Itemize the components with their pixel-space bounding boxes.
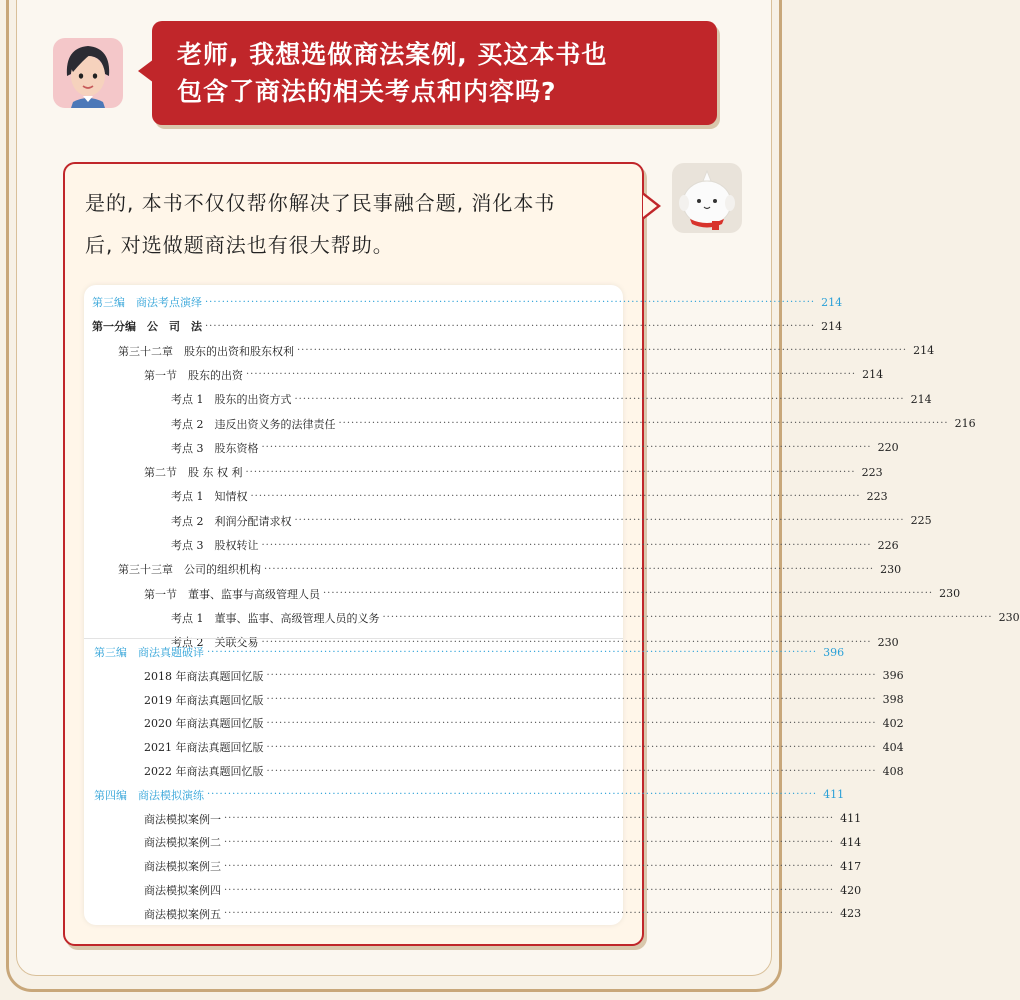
answer-text [85, 182, 630, 266]
toc-entry [171, 536, 899, 554]
toc-leader-dots [267, 766, 877, 777]
toc-entry [144, 810, 862, 828]
toc-entry-title: 考点 3 股权转让 [171, 539, 259, 552]
toc-entry-page: 214 [821, 295, 843, 309]
toc-leader-dots [262, 540, 872, 551]
toc-entry-title: 2020 年商法真题回忆版 [144, 717, 264, 731]
toc-leader-dots [224, 837, 834, 848]
toc-entry-page: 225 [910, 514, 932, 528]
toc-entry-page: 420 [840, 883, 862, 897]
toc-entry-title: 考点 2 违反出资义务的法律责任 [171, 417, 336, 431]
toc-entry [144, 714, 904, 732]
toc-entry-page: 214 [821, 319, 843, 333]
toc-leader-dots [246, 369, 856, 380]
toc-leader-dots [205, 297, 815, 308]
toc-entry-page: 398 [882, 693, 904, 707]
toc-entry [144, 833, 862, 851]
toc-leader-dots [207, 647, 817, 658]
toc-entry-page: 230 [998, 611, 1020, 625]
toc-entry [171, 415, 976, 433]
answer-line-1: 是的, 本书不仅仅帮你解决了民事融合题, 消化本书 [85, 191, 556, 215]
toc-leader-dots [224, 908, 834, 919]
toc-entry-title: 第一分编 公 司 法 [92, 320, 202, 334]
toc-leader-dots [246, 467, 856, 478]
mascot-avatar [672, 163, 742, 233]
toc-entry-page: 404 [882, 740, 904, 754]
toc-entry-page: 230 [877, 635, 899, 649]
toc-entry-title: 第三十三章 公司的组织机构 [118, 563, 261, 577]
answer-line-2: 后, 对选做题商法也有很大帮助。 [85, 233, 394, 257]
question-line-2: 包含了商法的相关考点和内容吗? [177, 77, 557, 106]
toc-leader-dots [295, 394, 905, 405]
toc-section-commercial-law-points [84, 285, 1020, 650]
toc-entry [144, 738, 904, 756]
toc-entry-title: 第四编 商法模拟演练 [94, 788, 204, 802]
toc-entry [144, 366, 884, 384]
toc-entry-page: 230 [939, 587, 961, 601]
toc-entry-title: 2019 年商法真题回忆版 [144, 693, 264, 707]
toc-entry-title: 2022 年商法真题回忆版 [144, 765, 264, 778]
toc-entry-page: 230 [880, 562, 902, 576]
toc-entry [171, 609, 1020, 627]
toc-entry [171, 487, 888, 505]
toc-entry-title: 商法模拟案例二 [144, 836, 221, 850]
toc-entry-page: 411 [823, 788, 845, 802]
toc-leader-dots [264, 564, 874, 575]
toc-entry-page: 216 [954, 417, 976, 430]
toc-entry [92, 293, 843, 311]
toc-entry [144, 463, 883, 481]
toc-entry-title: 2021 年商法真题回忆版 [144, 741, 264, 755]
toc-leader-dots [383, 612, 993, 623]
toc-leader-dots [224, 813, 834, 824]
toc-entry-page: 214 [913, 344, 935, 358]
toc-entry-title: 第三编 商法考点演绎 [92, 296, 202, 309]
toc-leader-dots [267, 694, 877, 705]
toc-entry [94, 643, 845, 661]
toc-entry [144, 905, 862, 923]
toc-entry-page: 402 [882, 716, 904, 730]
teacher-face-icon [53, 38, 123, 108]
toc-entry-title: 第三十二章 股东的出资和股东权利 [118, 344, 294, 358]
toc-entry-page: 214 [862, 368, 884, 382]
toc-leader-dots [205, 321, 815, 332]
toc-leader-dots [295, 515, 905, 526]
toc-leader-dots [267, 718, 877, 729]
toc-leader-dots [207, 789, 817, 800]
toc-entry-title: 考点 1 股东的出资方式 [171, 393, 292, 407]
question-bubble [152, 21, 717, 125]
toc-entry-title: 商法模拟案例五 [144, 907, 221, 921]
toc-entry-title: 第一节 股东的出资 [144, 368, 243, 382]
question-line-1: 老师, 我想选做商法案例, 买这本书也 [177, 40, 608, 69]
toc-leader-dots [267, 742, 877, 753]
toc-entry-page: 396 [882, 669, 904, 683]
toc-entry-page: 223 [861, 465, 883, 479]
toc-entry-title: 考点 2 利润分配请求权 [171, 514, 292, 528]
toc-entry-title: 第一节 董事、监事与高级管理人员 [144, 587, 320, 601]
toc-entry-title: 考点 3 股东资格 [171, 441, 259, 455]
toc-leader-dots [224, 861, 834, 872]
toc-entry-title: 商法模拟案例三 [144, 860, 221, 874]
toc-entry [118, 560, 902, 578]
toc-leader-dots [339, 418, 949, 429]
toc-entry [144, 762, 904, 780]
toc-entry-page: 396 [823, 645, 845, 659]
toc-leader-dots [297, 345, 907, 356]
toc-entry-page: 408 [882, 764, 904, 778]
question-bubble-tail [138, 59, 154, 83]
toc-entry-page: 423 [840, 907, 862, 921]
toc-leader-dots [224, 885, 834, 896]
toc-leader-dots [262, 442, 872, 453]
toc-leader-dots [267, 670, 877, 681]
toc-entry [94, 786, 845, 804]
toc-entry-title: 第三编 商法真题破译 [94, 646, 204, 659]
toc-entry-page: 411 [840, 812, 862, 826]
toc-entry [171, 390, 932, 408]
toc-entry-page: 223 [866, 489, 888, 503]
toc-entry [144, 691, 904, 709]
answer-bubble [63, 162, 1020, 946]
toc-entry-page: 226 [877, 538, 899, 552]
toc-entry [118, 342, 935, 360]
toc-entry [144, 585, 961, 603]
toc-leader-dots [251, 491, 861, 502]
toc-entry-page: 214 [910, 392, 932, 406]
toc-entry-page: 414 [840, 835, 862, 849]
toc-entry [144, 881, 862, 899]
toc-entry [144, 857, 862, 875]
toc-entry-title: 第二节 股 东 权 利 [144, 466, 243, 480]
toc-entry-title: 考点 1 知情权 [171, 490, 248, 504]
toc-entry [92, 317, 843, 335]
toc-entry-title: 考点 1 董事、监事、高级管理人员的义务 [171, 611, 380, 625]
toc-leader-dots [323, 588, 933, 599]
toc-entry-page: 417 [840, 859, 862, 873]
table-of-contents-card [84, 285, 1020, 925]
toc-entry-title: 考点 2 关联交易 [171, 636, 259, 650]
toc-entry-page: 220 [877, 441, 899, 455]
toc-entry [144, 667, 904, 685]
toc-entry [171, 439, 899, 457]
toc-entry-title: 商法模拟案例一 [144, 812, 221, 826]
toc-entry [171, 512, 932, 530]
teacher-avatar [53, 38, 123, 108]
toc-entry-title: 2018 年商法真题回忆版 [144, 669, 264, 683]
mascot-face-icon [672, 163, 742, 233]
toc-entry-title: 商法模拟案例四 [144, 884, 221, 897]
